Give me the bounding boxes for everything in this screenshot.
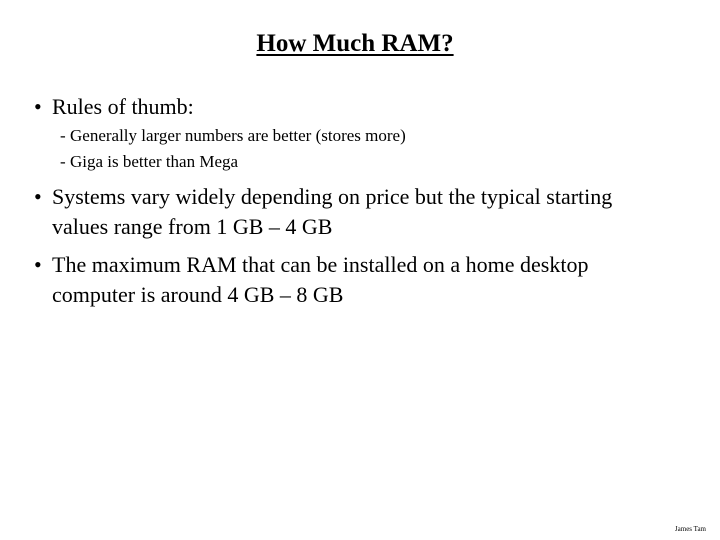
sub-bullet-giga-vs-mega [60,150,238,174]
sub-bullet-marker: - [60,126,66,145]
bullet-marker: • [34,184,42,209]
bullet-text-line-1: Systems vary widely depending on price but the typical starting [52,184,613,209]
bullet-text-line-2: computer is around 4 GB – 8 GB [52,282,344,307]
footer-author: James Tam [674,525,706,533]
sub-bullet-text: Giga is better than Mega [70,152,239,171]
sub-bullet-marker: - [60,152,66,171]
sub-bullet-text: Generally larger numbers are better (stores more) [70,126,406,145]
bullet-marker: • [34,94,42,119]
bullet-text: Rules of thumb: [52,94,194,119]
bullet-marker: • [34,252,42,277]
bullet-text-line-1: The maximum RAM that can be installed on a home desktop [52,252,589,277]
sub-bullet-larger-numbers [60,124,406,148]
slide-title: How Much RAM? [256,30,454,57]
bullet-rules-of-thumb [34,92,194,122]
bullet-text-line-2: values range from 1 GB – 4 GB [52,214,333,239]
bullet-maximum-ram [34,250,588,310]
bullet-systems-vary [34,182,612,242]
